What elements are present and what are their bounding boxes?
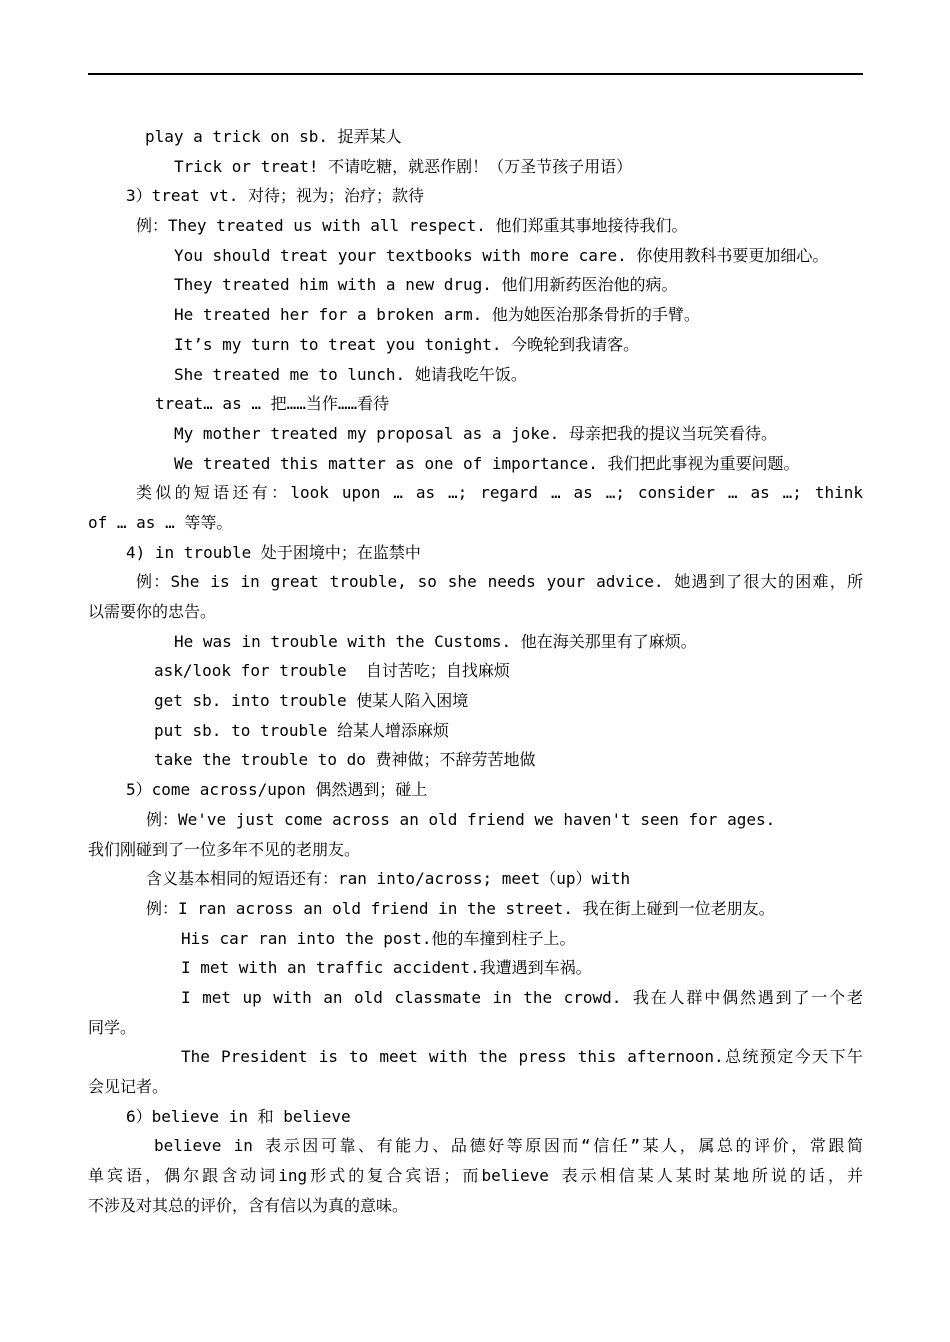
text-line: 类似的短语还有：look upon … as …; regard … as …; consider … as …; think [136, 483, 863, 503]
section-heading: 5）come across/upon 偶然遇到；碰上 [126, 780, 428, 800]
text-line: 含义基本相同的短语还有：ran into/across; meet（up）with [146, 869, 631, 889]
text-line: 例：We've just come across an old friend we haven't seen for ages. [146, 809, 776, 829]
text-line: 例：They treated us with all respect. 他们郑重其事地接待我们。 [136, 216, 688, 236]
text-line: He was in trouble with the Customs. 他在海关那里有了麻烦。 [174, 631, 697, 651]
text-line: 单宾语，偶尔跟含动词ing形式的复合宾语；而believe 表示相信某人某时某地所说的话，并 [88, 1166, 863, 1186]
text-line: He treated her for a broken arm. 他为她医治那条骨折的手臂。 [174, 305, 700, 325]
text-line: 例：She is in great trouble, so she needs your advice. 她遇到了很大的困难，所 [136, 572, 863, 592]
text-line: believe in 表示因可靠、有能力、品德好等原因而“信任”某人，属总的评价，常跟简 [154, 1136, 863, 1156]
text-line: It’s my turn to treat you tonight. 今晚轮到我请客。 [174, 334, 640, 354]
text-line: The President is to meet with the press this afternoon.总统预定今天下午 [181, 1047, 863, 1067]
document-body [88, 122, 863, 1220]
text-line: She treated me to lunch. 她请我吃午饭。 [174, 364, 527, 384]
text-line: treat… as … 把……当作……看待 [155, 394, 390, 414]
text-line: You should treat your textbooks with more care. 你使用教科书要更加细心。 [174, 245, 829, 265]
text-line: 不涉及对其总的评价，含有信以为真的意味。 [88, 1195, 409, 1215]
header-rule [88, 73, 863, 75]
text-line: 会见记者。 [88, 1077, 169, 1096]
text-line: I met up with an old classmate in the crowd. 我在人群中偶然遇到了一个老 [181, 987, 863, 1007]
text-line: play a trick on sb. 捉弄某人 [145, 127, 402, 146]
section-heading: 3）treat vt. 对待；视为；治疗；款待 [126, 186, 424, 206]
text-line: 以需要你的忠告。 [88, 602, 217, 621]
text-line: His car ran into the post.他的车撞到柱子上。 [181, 928, 576, 948]
text-line: 同学。 [88, 1017, 137, 1037]
text-line: I met with an traffic accident.我遭遇到车祸。 [181, 958, 592, 978]
text-line: Trick or treat! 不请吃糖，就恶作剧！（万圣节孩子用语） [174, 156, 633, 176]
text-line: put sb. to trouble 给某人增添麻烦 [154, 720, 450, 740]
text-line: get sb. into trouble 使某人陷入困境 [154, 691, 469, 711]
text-line: ask/look for trouble 自讨苦吃；自找麻烦 [154, 661, 510, 681]
section-heading: 4) in trouble 处于困境中；在监禁中 [126, 542, 421, 562]
text-line: of … as … 等等。 [88, 512, 233, 532]
text-line: take the trouble to do 费神做；不辞劳苦地做 [154, 750, 536, 770]
text-line: They treated him with a new drug. 他们用新药医治他的病。 [174, 275, 678, 295]
text-line: 我们刚碰到了一位多年不见的老朋友。 [88, 839, 361, 859]
section-heading: 6）believe in 和 believe [126, 1106, 351, 1126]
text-line: My mother treated my proposal as a joke. 母亲把我的提议当玩笑看待。 [174, 423, 777, 443]
text-line: We treated this matter as one of importance. 我们把此事视为重要问题。 [174, 453, 800, 473]
text-line: 例：I ran across an old friend in the street. 我在街上碰到一位老朋友。 [146, 898, 775, 918]
